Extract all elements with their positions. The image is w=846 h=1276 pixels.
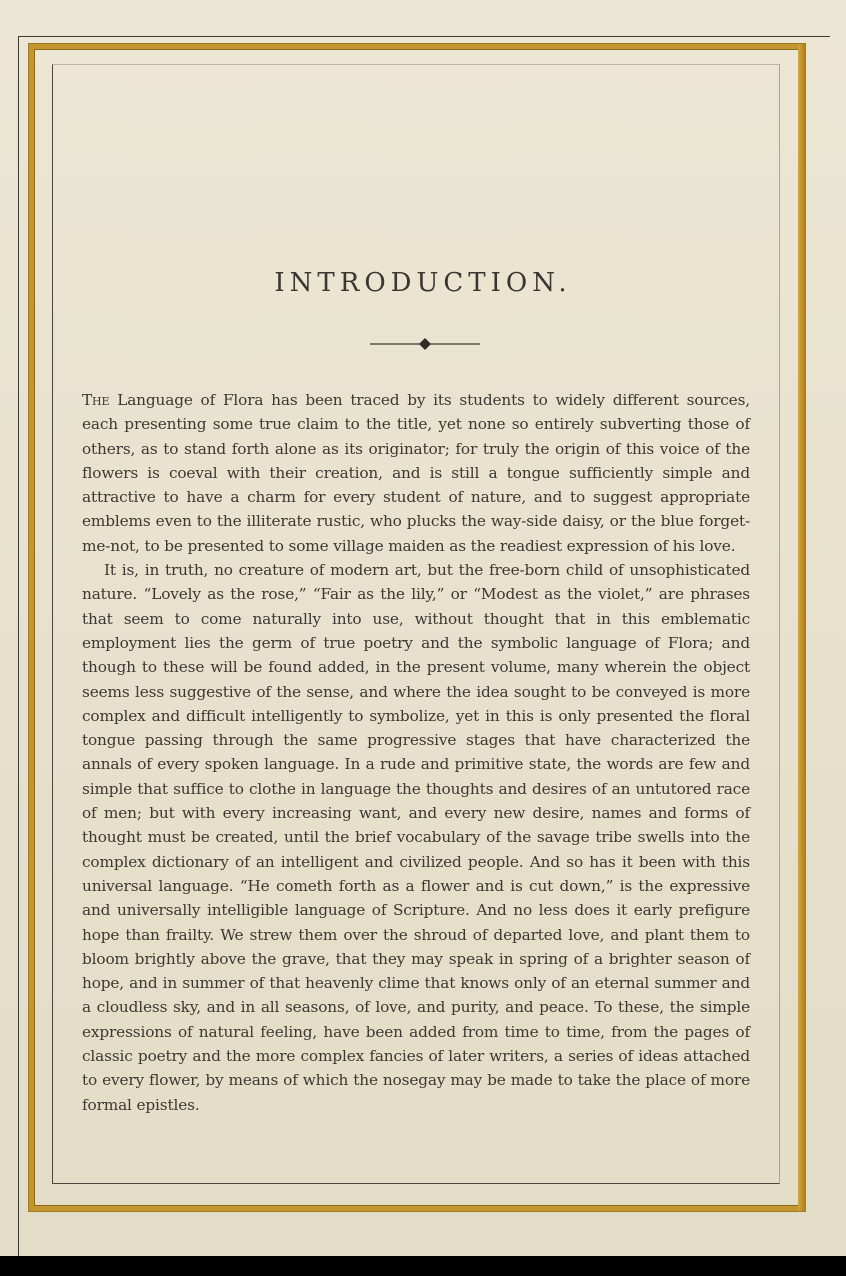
introduction-body (82, 388, 750, 1117)
scan-bottom-edge (0, 1256, 846, 1276)
lead-word: The (82, 391, 110, 409)
paragraph-2: It is, in truth, no creature of modern art, but the free-born child of unsophisticated nature. “Lovely as the rose,” “Fair as the lily,” or “Modest as the violet,” are phrases that seem to come naturally into use, without thought that in this emblematic employment lies the germ of true poetry and the symbolic language of Flora; and though to these will be found added, in the present volume, many wherein the object seems less suggestive of the sense, and where the idea sought to be conveyed is more complex and difficult intelligently to symbolize, yet in this is only presented the floral tongue passing through the same progressive stages that have characterized the annals of every spoken language. In a rude and primitive state, the words are few and simple that suffice to clothe in language the thoughts and desires of an untutored race of men; but with every increasing want, and every new desire, names and forms of thought must be created, until the brief vocabulary of the savage tribe swells into the complex dictionary of an intelligent and civilized people. And so has it been with this universal language. “He cometh forth as a flower and is cut down,” is the expressive and universally intelligible language of Scripture. And no less does it early prefigure hope than frailty. We strew them over the shroud of departed love, and plant them to bloom brightly above the grave, that they may speak in spring of a brighter season of hope, and in summer of that heavenly clime that knows only of an eternal summer and a cloudless sky, and in all seasons, of love, and purity, and peace. To these, the simple expressions of natural feeling, have been added from time to time, from the pages of classic poetry and the more complex fancies of later writers, a series of ideas attached to every flower, by means of which the nosegay may be made to take the place of more formal epistles. (82, 561, 750, 1114)
gold-border-right-edge (798, 44, 805, 1211)
paragraph-1 (82, 388, 750, 558)
page-title: INTRODUCTION. (274, 268, 572, 298)
paragraph-1-text: Language of Flora has been traced by its students to widely different sources, each presenting some true claim to the title, yet none so entirely subverting those of others, as to stand forth alone as its originator; for truly the origin of this voice of the flowers is coeval with their creation, and is still a tongue sufficiently simple and attractive to have a charm for every student of nature, and to suggest appropriate emblems even to the illiterate rustic, who plucks the way-side daisy, or the blue forget-me-not, to be presented to some village maiden as the readiest expression of his love. (82, 391, 750, 555)
diamond-rule-icon (370, 337, 480, 351)
